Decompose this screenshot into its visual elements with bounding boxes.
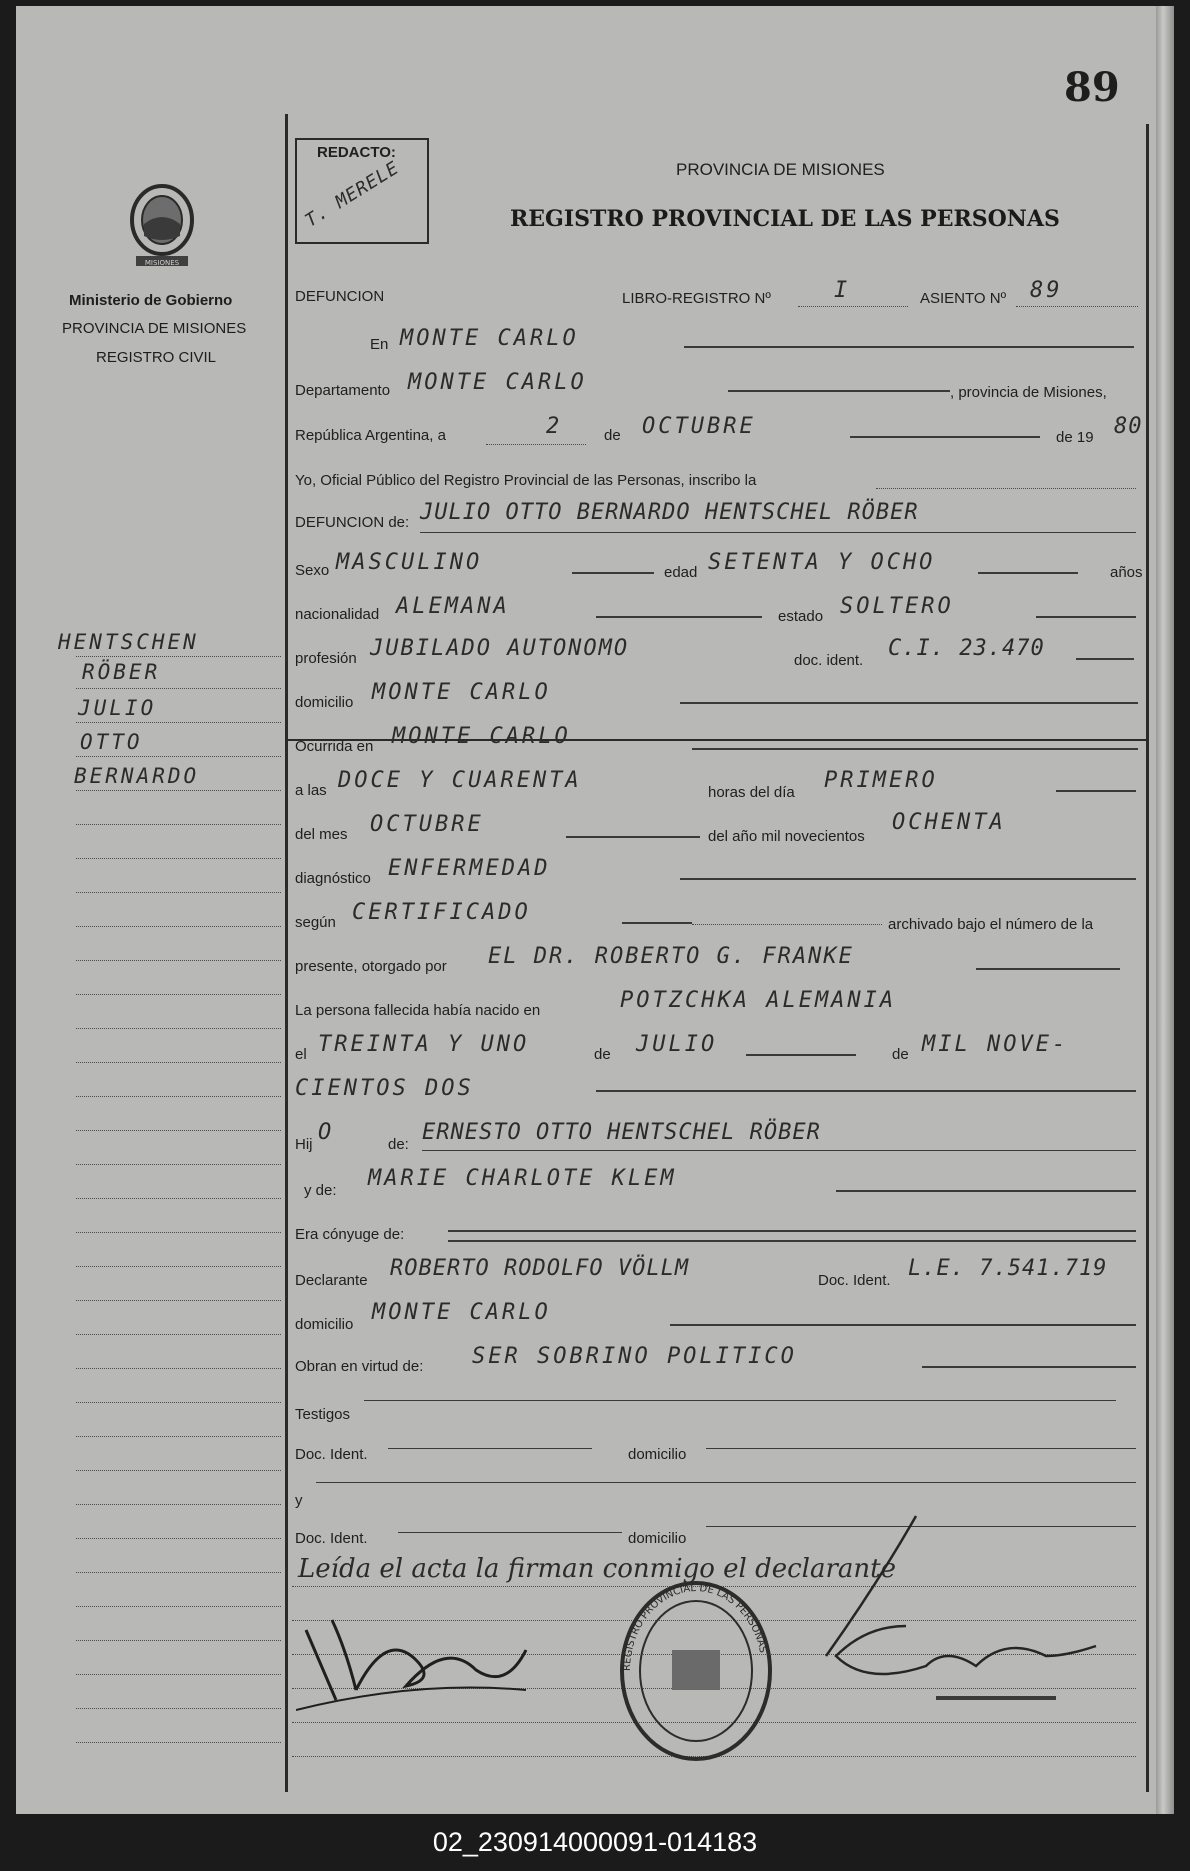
ministry-label: Ministerio de Gobierno xyxy=(69,292,233,309)
official-signature-text: Gemeinde xyxy=(866,1656,871,1657)
obran-dash xyxy=(922,1366,1136,1368)
anio-value: OCHENTA xyxy=(892,810,1006,835)
mes-dash xyxy=(566,836,700,838)
redacto-box xyxy=(295,138,429,244)
official-signature xyxy=(806,1506,1106,1686)
diagnostico-dash xyxy=(680,878,1136,880)
birth-month-value: JULIO xyxy=(636,1032,718,1057)
alas-label: a las xyxy=(295,782,327,799)
page-number: 89 xyxy=(1064,64,1120,111)
profesion-value: JUBILADO AUTONOMO xyxy=(370,636,630,661)
day-value: 2 xyxy=(546,414,563,439)
domicilio2-value: MONTE CARLO xyxy=(372,1300,551,1325)
edad-dash xyxy=(978,572,1078,574)
birth-month-dash xyxy=(746,1054,856,1056)
profesion-label: profesión xyxy=(295,650,357,667)
mother-value: MARIE CHARLOTE KLEM xyxy=(368,1166,677,1191)
declarante-doc-label: Doc. Ident. xyxy=(818,1272,891,1289)
y-line xyxy=(316,1482,1136,1483)
deceased-value: JULIO OTTO BERNARDO HENTSCHEL RÖBER xyxy=(420,500,919,525)
image-caption: 02_230914000091-014183 xyxy=(432,1827,758,1857)
official-stamp xyxy=(616,1576,776,1766)
domicilio-dash xyxy=(680,702,1138,704)
defuncion-de-label: DEFUNCION de: xyxy=(295,514,410,531)
coat-of-arms-emblem xyxy=(126,180,198,272)
segun-dotline xyxy=(692,924,882,925)
father-value: ERNESTO OTTO HENTSCHEL RÖBER xyxy=(422,1120,821,1145)
deceased-line xyxy=(420,532,1136,533)
hijo-label: Hij xyxy=(295,1136,313,1153)
docident2-label: Doc. Ident. xyxy=(295,1530,368,1547)
departamento-value: MONTE CARLO xyxy=(408,370,587,395)
domicilio2-label: domicilio xyxy=(295,1316,354,1333)
yo-line xyxy=(876,488,1136,489)
conyuge-line-2 xyxy=(448,1240,1136,1242)
hijo-suffix: O xyxy=(318,1120,335,1145)
declarant-signature xyxy=(296,1590,536,1720)
estado-dash xyxy=(1036,616,1136,618)
nacionalidad-label: nacionalidad xyxy=(295,606,380,623)
stamp-text: REGISTRO PROVINCIAL DE LAS PERSONAS xyxy=(621,1582,769,1672)
month-dash xyxy=(850,436,1040,438)
nacionalidad-value: ALEMANA xyxy=(396,594,510,619)
presente-label: presente, otorgado por xyxy=(295,958,447,975)
horas-dash xyxy=(1056,790,1136,792)
republica-label: República Argentina, a xyxy=(295,427,446,444)
nacido-value: POTZCHKA ALEMANIA xyxy=(620,988,897,1013)
en-value: MONTE CARLO xyxy=(400,326,579,351)
conyuge-label: Era cónyuge de: xyxy=(295,1226,405,1243)
mes-label: del mes xyxy=(295,826,348,843)
doc-ident-label: doc. ident. xyxy=(794,652,864,669)
mother-label: y de: xyxy=(304,1182,337,1199)
anio-label: del año mil novecientos xyxy=(708,828,865,845)
asiento-label: ASIENTO Nº xyxy=(920,290,1007,307)
sexo-label: Sexo xyxy=(295,562,330,579)
conyuge-line-1 xyxy=(448,1230,1136,1232)
horas-label: horas del día xyxy=(708,784,795,801)
province-heading: PROVINCIA DE MISIONES xyxy=(676,160,885,179)
de-father-label: de: xyxy=(388,1136,409,1153)
segun-dash xyxy=(622,922,692,924)
domicilio3-line xyxy=(706,1448,1136,1449)
document-page xyxy=(16,6,1174,1814)
segun-value: CERTIFICADO xyxy=(352,900,531,925)
el-label: el xyxy=(295,1046,307,1063)
obran-label: Obran en virtud de: xyxy=(295,1358,424,1375)
en-label: En xyxy=(370,336,389,353)
left-province-label: PROVINCIA DE MISIONES xyxy=(62,320,247,337)
defuncion-label: DEFUNCION xyxy=(295,288,385,305)
ocurrida-dash xyxy=(692,748,1138,750)
mother-dash xyxy=(836,1190,1136,1192)
segun-label: según xyxy=(295,914,336,931)
docident1-label: Doc. Ident. xyxy=(295,1446,368,1463)
asiento-value: 89 xyxy=(1030,278,1063,303)
libro-label: LIBRO-REGISTRO Nº xyxy=(622,290,771,307)
testigos-label: Testigos xyxy=(295,1406,351,1423)
de2-label: de xyxy=(594,1046,611,1063)
departamento-label: Departamento xyxy=(295,382,391,399)
estado-label: estado xyxy=(778,608,824,625)
redacto-value: T. MERELE xyxy=(301,157,404,232)
frame-left-rule xyxy=(285,114,288,1792)
sexo-dash xyxy=(572,572,654,574)
left-registry-label: REGISTRO CIVIL xyxy=(96,349,217,366)
doc-ident-dash xyxy=(1076,658,1134,660)
testigos-line xyxy=(364,1400,1116,1401)
yo-text: Yo, Oficial Público del Registro Provincial de las Personas, inscribo la xyxy=(295,472,757,489)
birth-year-dash xyxy=(596,1090,1136,1092)
frame-right-rule xyxy=(1146,124,1149,1792)
birth-year-value-2: CIENTOS DOS xyxy=(295,1076,474,1101)
departamento-dash xyxy=(728,390,950,392)
day-line xyxy=(486,444,586,445)
ocurrida-label: Ocurrida en xyxy=(295,738,374,755)
nacido-label: La persona fallecida había nacido en xyxy=(295,1002,541,1019)
edad-label: edad xyxy=(664,564,698,581)
year-prefix: de 19 xyxy=(1056,429,1094,446)
domicilio4-label: domicilio xyxy=(628,1530,687,1547)
declarante-value: ROBERTO RODOLFO VÖLLM xyxy=(390,1256,690,1281)
domicilio-label: domicilio xyxy=(295,694,354,711)
registry-heading: REGISTRO PROVINCIAL DE LAS PERSONAS xyxy=(510,206,1060,232)
year-value: 80 xyxy=(1114,414,1143,439)
declarante-label: Declarante xyxy=(295,1272,368,1289)
redacto-label: REDACTO: xyxy=(317,144,396,161)
margin-name-3: BERNARDO xyxy=(74,764,200,788)
docident1-line xyxy=(388,1448,592,1449)
domicilio3-label: domicilio xyxy=(628,1446,687,1463)
horas-value: PRIMERO xyxy=(824,768,938,793)
father-line xyxy=(422,1150,1136,1151)
presente-value: EL DR. ROBERTO G. FRANKE xyxy=(488,944,854,969)
alas-value: DOCE Y CUARENTA xyxy=(338,768,582,793)
closing-text: Leída el acta la firman conmigo el declarante xyxy=(298,1554,897,1584)
domicilio-value: MONTE CARLO xyxy=(372,680,551,705)
coat-of-arms-label: MISIONES xyxy=(144,259,180,267)
sexo-value: MASCULINO xyxy=(336,550,483,575)
official-seal-bar xyxy=(936,1696,1056,1700)
margin-name-2: OTTO xyxy=(80,730,143,754)
libro-line xyxy=(798,306,908,307)
provincia-label: , provincia de Misiones, xyxy=(950,384,1107,401)
archivado-label: archivado bajo el número de la xyxy=(888,916,1094,933)
margin-surname-1: HENTSCHEN xyxy=(58,630,199,654)
anos-label: años xyxy=(1110,564,1143,581)
en-dash xyxy=(684,346,1134,348)
obran-value: SER SOBRINO POLITICO xyxy=(472,1344,797,1369)
nacionalidad-dash xyxy=(596,616,762,618)
declarant-signature-text: VVöllm xyxy=(356,1680,360,1681)
margin-name-1: JULIO xyxy=(78,696,157,720)
domicilio2-dash xyxy=(670,1324,1136,1326)
birth-year-value-1: MIL NOVE- xyxy=(922,1032,1069,1057)
doc-ident-value: C.I. 23.470 xyxy=(888,636,1045,661)
libro-value: I xyxy=(834,278,851,303)
declarante-doc-value: L.E. 7.541.719 xyxy=(908,1256,1108,1281)
estado-value: SOLTERO xyxy=(840,594,954,619)
y-label: y xyxy=(295,1492,303,1509)
de3-label: de xyxy=(892,1046,909,1063)
de-label: de xyxy=(604,427,621,444)
edad-value: SETENTA Y OCHO xyxy=(708,550,936,575)
margin-surname-2: RÖBER xyxy=(82,660,161,684)
asiento-line xyxy=(1016,306,1138,307)
presente-dash xyxy=(976,968,1120,970)
month-value: OCTUBRE xyxy=(642,414,756,439)
ocurrida-value: MONTE CARLO xyxy=(392,724,571,749)
mes-value: OCTUBRE xyxy=(370,812,484,837)
docident2-line xyxy=(398,1532,622,1533)
diagnostico-label: diagnóstico xyxy=(295,870,371,887)
el-value: TREINTA Y UNO xyxy=(318,1032,530,1057)
diagnostico-value: ENFERMEDAD xyxy=(388,856,551,881)
page-edge xyxy=(1156,6,1174,1814)
